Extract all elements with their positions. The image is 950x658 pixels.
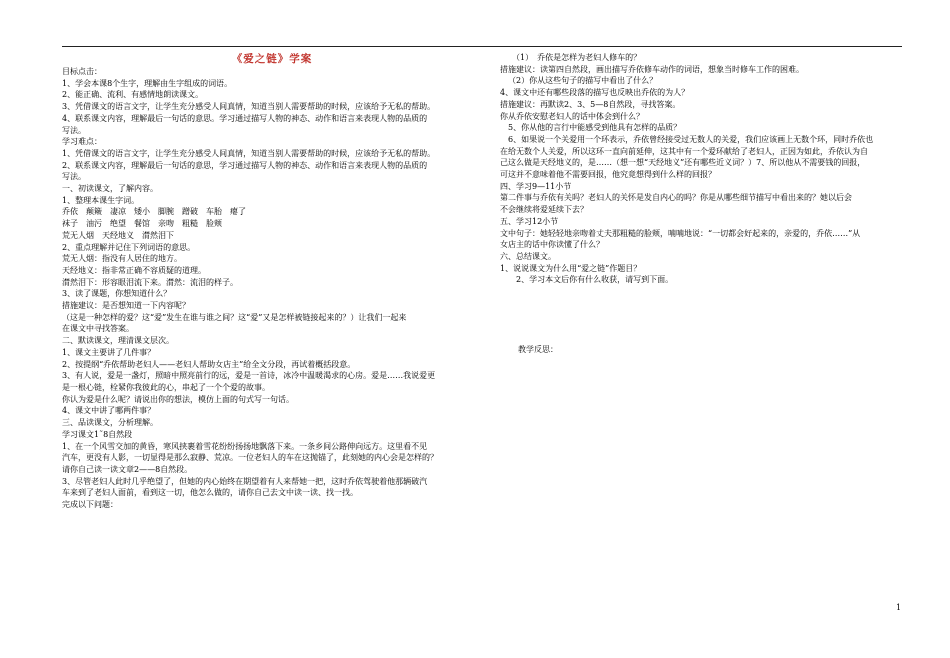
section-heading: 二、默读课文，理清课文层次。 bbox=[62, 336, 174, 346]
text-line: 3、有人说，爱是一盏灯，照暗中照亮前行的远，爱是一首诗，冰冷中温暖渴求的心房。爱是……我说爱更 bbox=[62, 371, 436, 381]
text-line: 女店主的话中你读懂了什么？ bbox=[500, 240, 604, 250]
text-line: 荒无人烟：指没有人居住的地方。 bbox=[62, 254, 182, 264]
text-line: 汽车，更没有人影，一切显得是那么寂静、荒凉。一位老妇人的车在这抛锚了，此刻她的内心会是怎样的？ bbox=[62, 453, 438, 463]
text-line: 3、凭借课文的语言文字，让学生充分感受人间真情，知道当别人需要帮助的时候，应该给予无私的帮助。 bbox=[62, 102, 436, 112]
text-line: 4、课文中讲了哪两件事？ bbox=[62, 406, 156, 416]
text-line: 你从乔依安慰老妇人的话中体会到什么？ bbox=[500, 111, 644, 121]
section-heading: 三、品读课文，分析理解。 bbox=[62, 418, 158, 428]
text-line: 2、按提纲“乔依帮助老妇人——老妇人帮助女店主”给全文分段，再试着概括段意。 bbox=[62, 359, 356, 369]
text-line: 1、课文主要讲了几件事？ bbox=[62, 347, 156, 357]
right-column bbox=[500, 52, 910, 356]
vocab-line: 袜子 油污 绝望 餐馆 亲吻 粗糙 脸颊 bbox=[62, 219, 222, 229]
section-heading: 四、学习9—11小节 bbox=[500, 181, 572, 191]
text-line: 3、尽管老妇人此时几乎绝望了，但她的内心始终在期望着有人来帮她一把，这时乔依驾驶着他那辆破汽 bbox=[62, 476, 428, 486]
text-line: 可这并不意味着他不需要回报，他究竟想得到什么样的回报？ bbox=[500, 170, 716, 180]
text-line: 写法。 bbox=[62, 125, 86, 135]
text-line: 1、说说课文为什么用“爱之链”作题目？ bbox=[500, 263, 642, 273]
section-heading: 学习难点： bbox=[62, 137, 102, 147]
text-line: 在课文中寻找答案。 bbox=[62, 324, 134, 334]
text-line: 完成以下问题： bbox=[62, 500, 118, 510]
text-line: 车来到了老妇人面前，看到这一切，他怎么做的，请你自己去文中读一读、找一找。 bbox=[62, 488, 358, 498]
text-line: 措施建议：是否想知道一下内容呢？ bbox=[62, 301, 190, 311]
text-line: 1、整理本课生字词。 bbox=[62, 195, 140, 205]
vocab-line: 荒无人烟 天经地义 潸然泪下 bbox=[62, 230, 174, 240]
text-line: 你认为爱是什么呢？请说出你的想法，模仿上面的句式写一句话。 bbox=[62, 394, 294, 404]
text-line: 在给无数个人关爱，所以这环一直向前延伸，这其中有一个爱环献给了老妇人，正因为如此，乔依认为自 bbox=[500, 146, 868, 156]
text-line: （2）你从这些句子的描写中看出了什么？ bbox=[508, 76, 658, 86]
text-line: 2、能正确、流利、有感情地朗读课文。 bbox=[62, 90, 204, 100]
text-line: 1、凭借课文的语言文字，让学生充分感受人间真情，知道当别人需要帮助的时候，应该给予无私的帮助。 bbox=[62, 148, 436, 158]
vocab-line: 乔依 颠簸 凄凉 矮小 脚腕 蹭破 车胎 瘪了 bbox=[62, 207, 246, 217]
text-line: 2、学习本文后你有什么收获，请写到下面。 bbox=[516, 275, 674, 285]
text-line: 1、在一个风雪交加的黄昏，寒风挟裹着雪花纷纷扬扬地飘落下来。一条乡间公路伸向远方。这里看不见 bbox=[62, 441, 428, 451]
text-line: 文中句子：她轻轻地亲吻着丈夫那粗糙的脸颊，喃喃地说：“一切都会好起来的，亲爱的，乔依……”从 bbox=[500, 228, 861, 238]
text-line: （1） 乔依是怎样为老妇人修车的？ bbox=[512, 53, 642, 62]
left-column bbox=[62, 52, 482, 511]
page-title: 《爱之链》学案 bbox=[231, 53, 313, 65]
text-line: 1、学会本课8个生字，理解由生字组成的词语。 bbox=[62, 78, 233, 88]
text-line: 请你自己读一读文章2——8自然段。 bbox=[62, 464, 193, 474]
header-rule bbox=[62, 46, 902, 47]
section-heading: 一、初读课文，了解内容。 bbox=[62, 184, 158, 194]
text-line: 第二件事与乔依有关吗？老妇人的关怀是发自内心的吗？你是从哪些细节描写中看出来的？她以后会 bbox=[500, 193, 852, 203]
text-line: 2、重点理解并记住下列词语的意思。 bbox=[62, 242, 196, 252]
page-number: 1 bbox=[896, 603, 902, 612]
text-line: 3、读了课题，你想知道什么？ bbox=[62, 289, 172, 299]
text-line: 学习课文1˜8自然段 bbox=[62, 429, 133, 439]
reflection-heading: 教学反思： bbox=[518, 345, 558, 355]
text-line: 不会继续将爱延续下去？ bbox=[500, 205, 588, 215]
section-heading: 六、总结课文。 bbox=[500, 251, 556, 261]
text-line: 己这么做是天经地义的，是……（想一想“天经地义”还有哪些近义词？）7、所以他从不需要钱的回报， bbox=[500, 158, 866, 168]
text-line: （这是一种怎样的爱？这“爱”发生在谁与谁之间？这“爱”又是怎样被链接起来的？）让我们一起来 bbox=[62, 312, 407, 322]
text-line: 天经地义：指非常正确不容质疑的道理。 bbox=[62, 265, 206, 275]
spacer bbox=[500, 286, 910, 344]
text-line: 写法。 bbox=[62, 172, 86, 182]
text-line: 是一根心链，栓紧你我彼此的心，串起了一个个爱的故事。 bbox=[62, 382, 270, 392]
text-line: 6、如果说一个关爱用一个环表示，乔依曾经接受过无数人的关爱，我们应该画上无数个环，同时乔依也 bbox=[508, 134, 874, 144]
section-heading: 五、学习12小节 bbox=[500, 216, 559, 226]
text-line: 措施建议：读第四自然段，画出描写乔依修车动作的词语，想象当时修车工作的困难。 bbox=[500, 64, 804, 74]
text-line: 措施建议：再默读2、3、5—8自然段，寻找答案。 bbox=[500, 99, 681, 109]
text-line: 4、联系课文内容，理解最后一句话的意思。学习通过描写人物的神态、动作和语言来表现人物的品质的 bbox=[62, 113, 428, 123]
text-line: 潸然泪下：形容眼泪流下来。潸然：流泪的样子。 bbox=[62, 277, 238, 287]
text-line: 5、你从他的言行中能感受到他具有怎样的品质？ bbox=[508, 123, 682, 133]
text-line: 2、联系课文内容，理解最后一句话的意思，学习通过描写人物的神态、动作和语言来表现人物的品质的 bbox=[62, 160, 428, 170]
text-line: 目标点击： bbox=[62, 67, 102, 76]
text-line: 4、课文中还有哪些段落的描写也反映出乔依的为人？ bbox=[500, 88, 690, 98]
